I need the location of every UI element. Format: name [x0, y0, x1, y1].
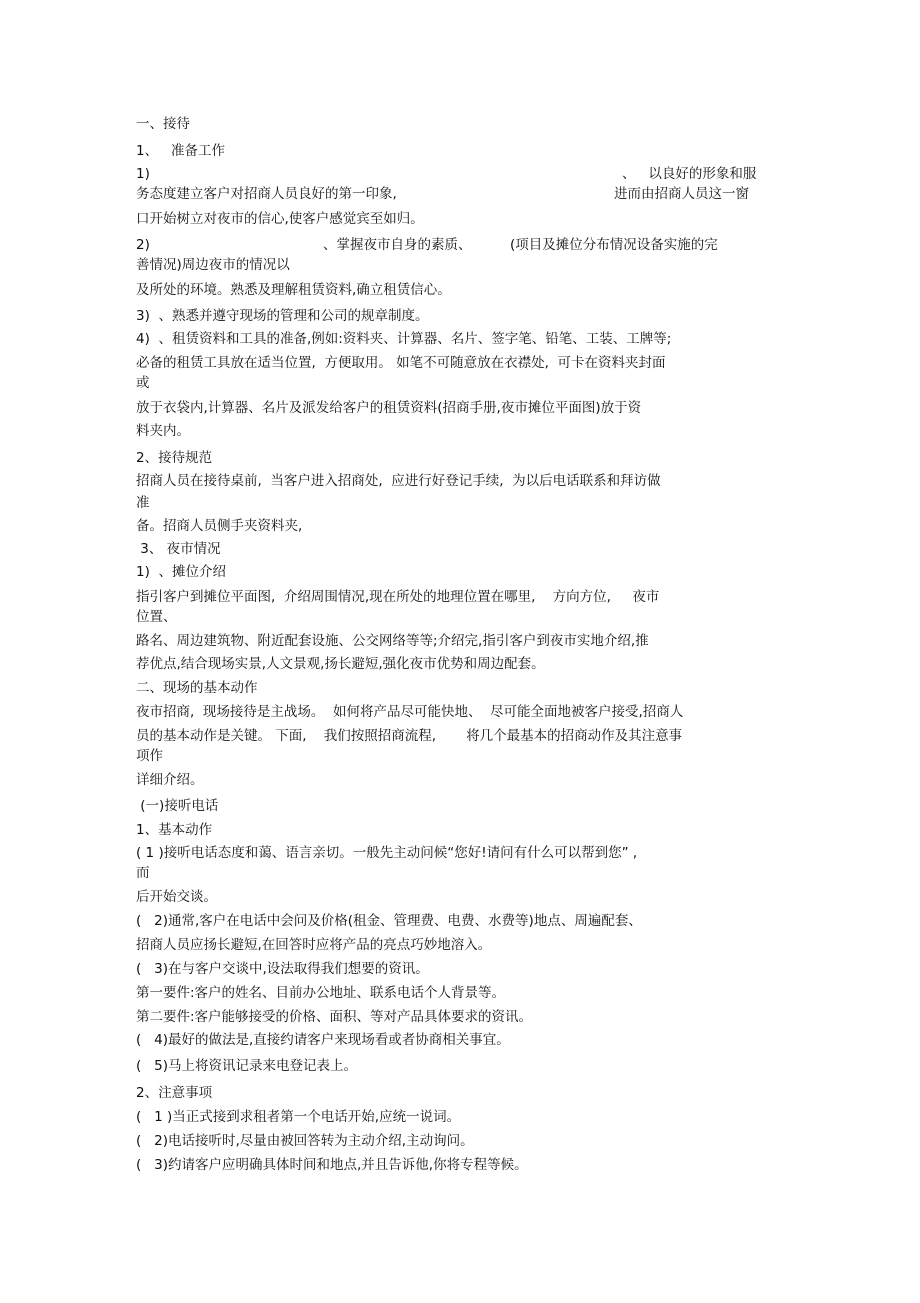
paragraph-5: 准: [136, 495, 150, 511]
paragraph-8: ( 1 )接听电话态度和蔼、语言亲切。一般先主动问候“您好!请问有什么可以帮到您” ,: [136, 845, 638, 861]
paragraph-6: 荐优点,结合现场实景,人文景观,扬长避短,强化夜市优势和周边配套。: [136, 656, 545, 672]
paragraph-2-number: 2): [136, 237, 150, 253]
paragraph-2-text: (项目及摊位分布情况设备实施的完: [510, 237, 718, 253]
paragraph-7: 夜市招商, 现场接待是主战场。 如何将产品尽可能快地、 尽可能全面地被客户接受,招商人: [136, 704, 684, 720]
paragraph-9: ( 2)通常,客户在电话中会问及价格(租金、管理费、电费、水费等)地点、周遍配套、: [136, 913, 642, 929]
paragraph-1-text: 进而由招商人员这一窗: [614, 186, 749, 202]
section-1-heading: 一、接待: [136, 116, 190, 132]
paragraph-5: 备。招商人员侧手夹资料夹,: [136, 518, 303, 534]
paragraph-2-text: 、掌握夜市自身的素质、: [323, 237, 472, 253]
section-2-heading: 二、现场的基本动作: [136, 680, 258, 696]
paragraph-3: 3) 、熟悉并遵守现场的管理和公司的规章制度。: [136, 308, 429, 324]
paragraph-10: ( 3)在与客户交谈中,设法取得我们想要的资讯。: [136, 961, 429, 977]
subsection-2-1-heading: (一)接听电话: [136, 798, 219, 814]
paragraph-4: 料夹内。: [136, 423, 190, 439]
paragraph-6: 路名、周边建筑物、附近配套设施、公交网络等等;介绍完,指引客户到夜市实地介绍,推: [136, 633, 649, 649]
paragraph-15: ( 1 )当正式接到求租者第一个电话开始,应统一说词。: [136, 1109, 461, 1125]
paragraph-4: 必备的租赁工具放在适当位置, 方便取用。 如笔不可随意放在衣襟处, 可卡在资料夹封面: [136, 355, 666, 371]
paragraph-8: 后开始交谈。: [136, 889, 217, 905]
paragraph-4: 4) 、租赁资料和工具的准备,例如:资料夹、计算器、名片、签字笔、铅笔、工装、工牌等;: [136, 331, 672, 347]
paragraph-4: 或: [136, 375, 150, 391]
paragraph-6: 指引客户到摊位平面图, 介绍周围情况,现在所处的地理位置在哪里, 方向方位, 夜市: [136, 589, 660, 605]
paragraph-2-text: 善情况)周边夜市的情况以: [136, 257, 290, 273]
paragraph-5: 招商人员在接待桌前, 当客户进入招商处, 应进行好登记手续, 为以后电话联系和拜访做: [136, 473, 661, 489]
paragraph-1-text: 务态度建立客户对招商人员良好的第一印象,: [136, 186, 397, 202]
paragraph-4: 放于衣袋内,计算器、名片及派发给客户的租赁资料(招商手册,夜市摊位平面图)放于资: [136, 400, 642, 416]
subsection-1-2-heading: 2、接待规范: [136, 450, 213, 466]
paragraph-8: 而: [136, 865, 150, 881]
paragraph-14: ( 5)马上将资讯记录来电登记表上。: [136, 1058, 357, 1074]
paragraph-9: 招商人员应扬长避短,在回答时应将产品的亮点巧妙地溶入。: [136, 937, 492, 953]
paragraph-7: 员的基本动作是关键。 下面, 我们按照招商流程, 将几个最基本的招商动作及其注意事: [136, 728, 683, 744]
paragraph-6: 位置、: [136, 609, 177, 625]
paragraph-1-number: 1): [136, 166, 150, 182]
paragraph-16: ( 2)电话接听时,尽量由被回答转为主动介绍,主动询问。: [136, 1133, 474, 1149]
paragraph-6-heading: 1) 、摊位介绍: [136, 564, 226, 580]
paragraph-13: ( 4)最好的做法是,直接约请客户来现场看或者协商相关事宜。: [136, 1032, 510, 1048]
paragraph-2-text: 及所处的环境。熟悉及理解租赁资料,确立租赁信心。: [136, 282, 451, 298]
paragraph-11: 第一要件:客户的姓名、目前办公地址、联系电话个人背景等。: [136, 985, 506, 1001]
paragraph-17: ( 3)约请客户应明确具体时间和地点,并且告诉他,你将专程等候。: [136, 1157, 528, 1173]
subsection-1-3-heading: 3、 夜市情况: [136, 541, 221, 557]
subsection-1-1-heading: 1、 准备工作: [136, 143, 225, 159]
paragraph-1-text: 口开始树立对夜市的信心,使客户感觉宾至如归。: [136, 211, 424, 227]
subsection-2-1-1-heading: 1、基本动作: [136, 822, 213, 838]
paragraph-7: 项作: [136, 748, 163, 764]
paragraph-12: 第二要件:客户能够接受的价格、面积、等对产品具体要求的资讯。: [136, 1009, 533, 1025]
paragraph-7: 详细介绍。: [136, 772, 204, 788]
paragraph-1-text: 、 以良好的形象和服: [622, 166, 757, 182]
subsection-2-1-2-heading: 2、注意事项: [136, 1085, 213, 1101]
